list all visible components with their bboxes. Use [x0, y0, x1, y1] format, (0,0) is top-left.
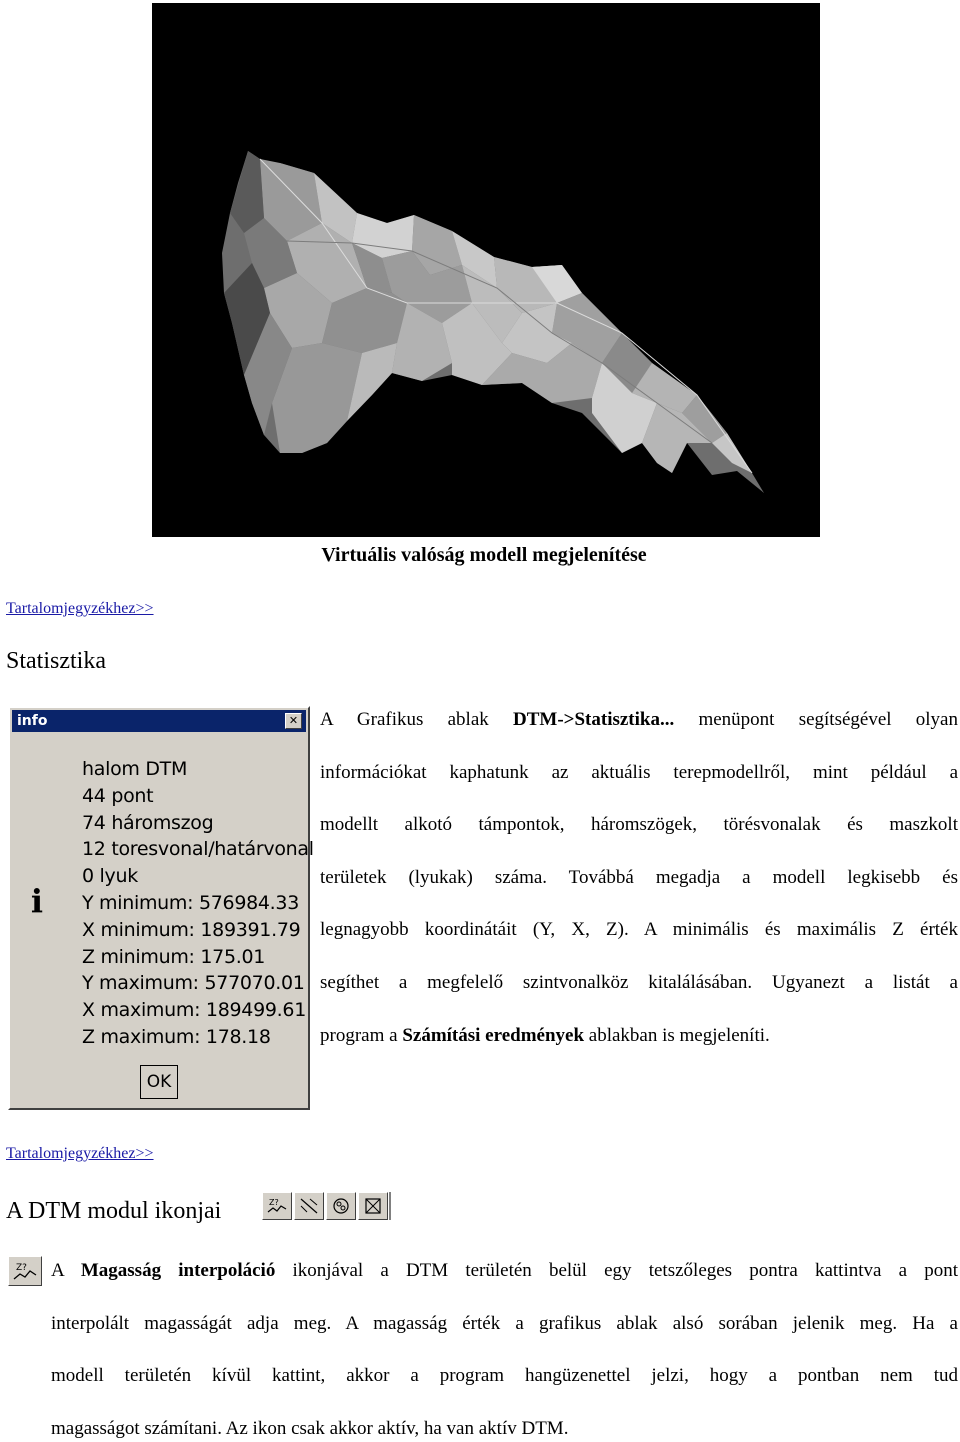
- tool-name: Magasság interpoláció: [80, 1260, 276, 1281]
- paragraph-line: [320, 707, 958, 760]
- text-segment: A: [51, 1260, 81, 1281]
- text-segment: ablakban is megjeleníti.: [584, 1024, 770, 1046]
- text-segment: A Grafikus ablak: [320, 709, 513, 730]
- paragraph-line: legnagyobb koordinátáit (Y, X, Z). A minimális és maximális Z érték: [320, 919, 958, 941]
- height-interpolation-icon[interactable]: [262, 1192, 292, 1220]
- paragraph-line: [51, 1258, 958, 1311]
- contour-icon[interactable]: [294, 1192, 324, 1220]
- results-window-name: Számítási eredmények: [402, 1024, 585, 1046]
- toc-link[interactable]: Tartalomjegyzékhez>>: [6, 600, 154, 617]
- paragraph-line: [320, 1023, 958, 1049]
- stat-line: 0 lyuk: [82, 865, 138, 888]
- stat-line: X maximum: 189499.61: [82, 999, 306, 1022]
- info-dialog-title: info: [17, 713, 48, 729]
- section-heading-statisztika: Statisztika: [6, 648, 106, 674]
- height-interpolation-paragraph: [51, 1258, 958, 1442]
- figure-caption: Virtuális valóság modell megjelenítése: [321, 544, 647, 566]
- section-heading-dtm-icons: A DTM modul ikonjai: [6, 1198, 222, 1224]
- close-icon[interactable]: ✕: [285, 713, 302, 729]
- stat-line: 74 háromszog: [82, 811, 214, 834]
- toc-link[interactable]: Tartalomjegyzékhez>>: [6, 1145, 154, 1162]
- paragraph-line: információkat kaphatunk az aktuális terepmodellről, mint például a: [320, 761, 958, 783]
- stat-line: Y minimum: 576984.33: [82, 891, 299, 914]
- text-segment: menüpont segítségével olyan: [674, 709, 958, 730]
- stat-line: Y maximum: 577070.01: [82, 972, 305, 995]
- paragraph-line: segíthet a megfelelő szintvonalköz kitalálásában. Ugyanezt a listát a: [320, 971, 958, 993]
- info-icon: i: [30, 882, 44, 920]
- stat-line: halom DTM: [82, 758, 188, 780]
- mask-icon[interactable]: [358, 1192, 388, 1220]
- hole-icon[interactable]: [326, 1192, 356, 1220]
- stat-line: Z minimum: 175.01: [82, 945, 266, 968]
- svg-text:Z?: Z?: [269, 1198, 279, 1207]
- paragraph-line: interpolált magasságát adja meg. A magasság érték a grafikus ablak alsó sorában jelenik meg. Ha a: [51, 1312, 958, 1334]
- stat-line: 44 pont: [82, 784, 154, 807]
- paragraph-line: magasságot számítani. Az ikon csak akkor aktív, ha van aktív DTM.: [51, 1417, 569, 1439]
- height-interpolation-icon: [8, 1256, 42, 1286]
- paragraph-line: modellt alkotó támpontok, háromszögek, törésvonalak és maszkolt: [320, 814, 958, 836]
- info-stat-list: [82, 756, 314, 1051]
- stat-line: X minimum: 189391.79: [82, 918, 301, 941]
- info-dialog: [8, 706, 314, 1110]
- svg-text:Z?: Z?: [16, 1263, 27, 1273]
- info-dialog-titlebar: [12, 710, 306, 732]
- stat-line: Z maximum: 178.18: [82, 1025, 271, 1048]
- text-segment: ikonjával a DTM területén belül egy tetszőleges pontra kattintva a pont: [275, 1260, 958, 1281]
- toolbar-separator: [389, 1192, 391, 1220]
- terrain-mesh-graphic: [152, 3, 820, 537]
- terrain-3d-figure: [152, 3, 820, 537]
- ok-button[interactable]: OK: [140, 1065, 178, 1099]
- text-segment: program a: [320, 1024, 403, 1046]
- paragraph-line: modell területén kívül kattint, akkor a program hangüzenettel jelzi, hogy a pontban nem tud: [51, 1365, 958, 1387]
- stat-line: 12 toresvonal/határvonal: [82, 838, 314, 861]
- paragraph-line: területek (lyukak) száma. Továbbá megadja a modell legkisebb és: [320, 866, 958, 888]
- statisztika-paragraph: [320, 707, 958, 1049]
- menu-path: DTM->Statisztika...: [513, 709, 675, 730]
